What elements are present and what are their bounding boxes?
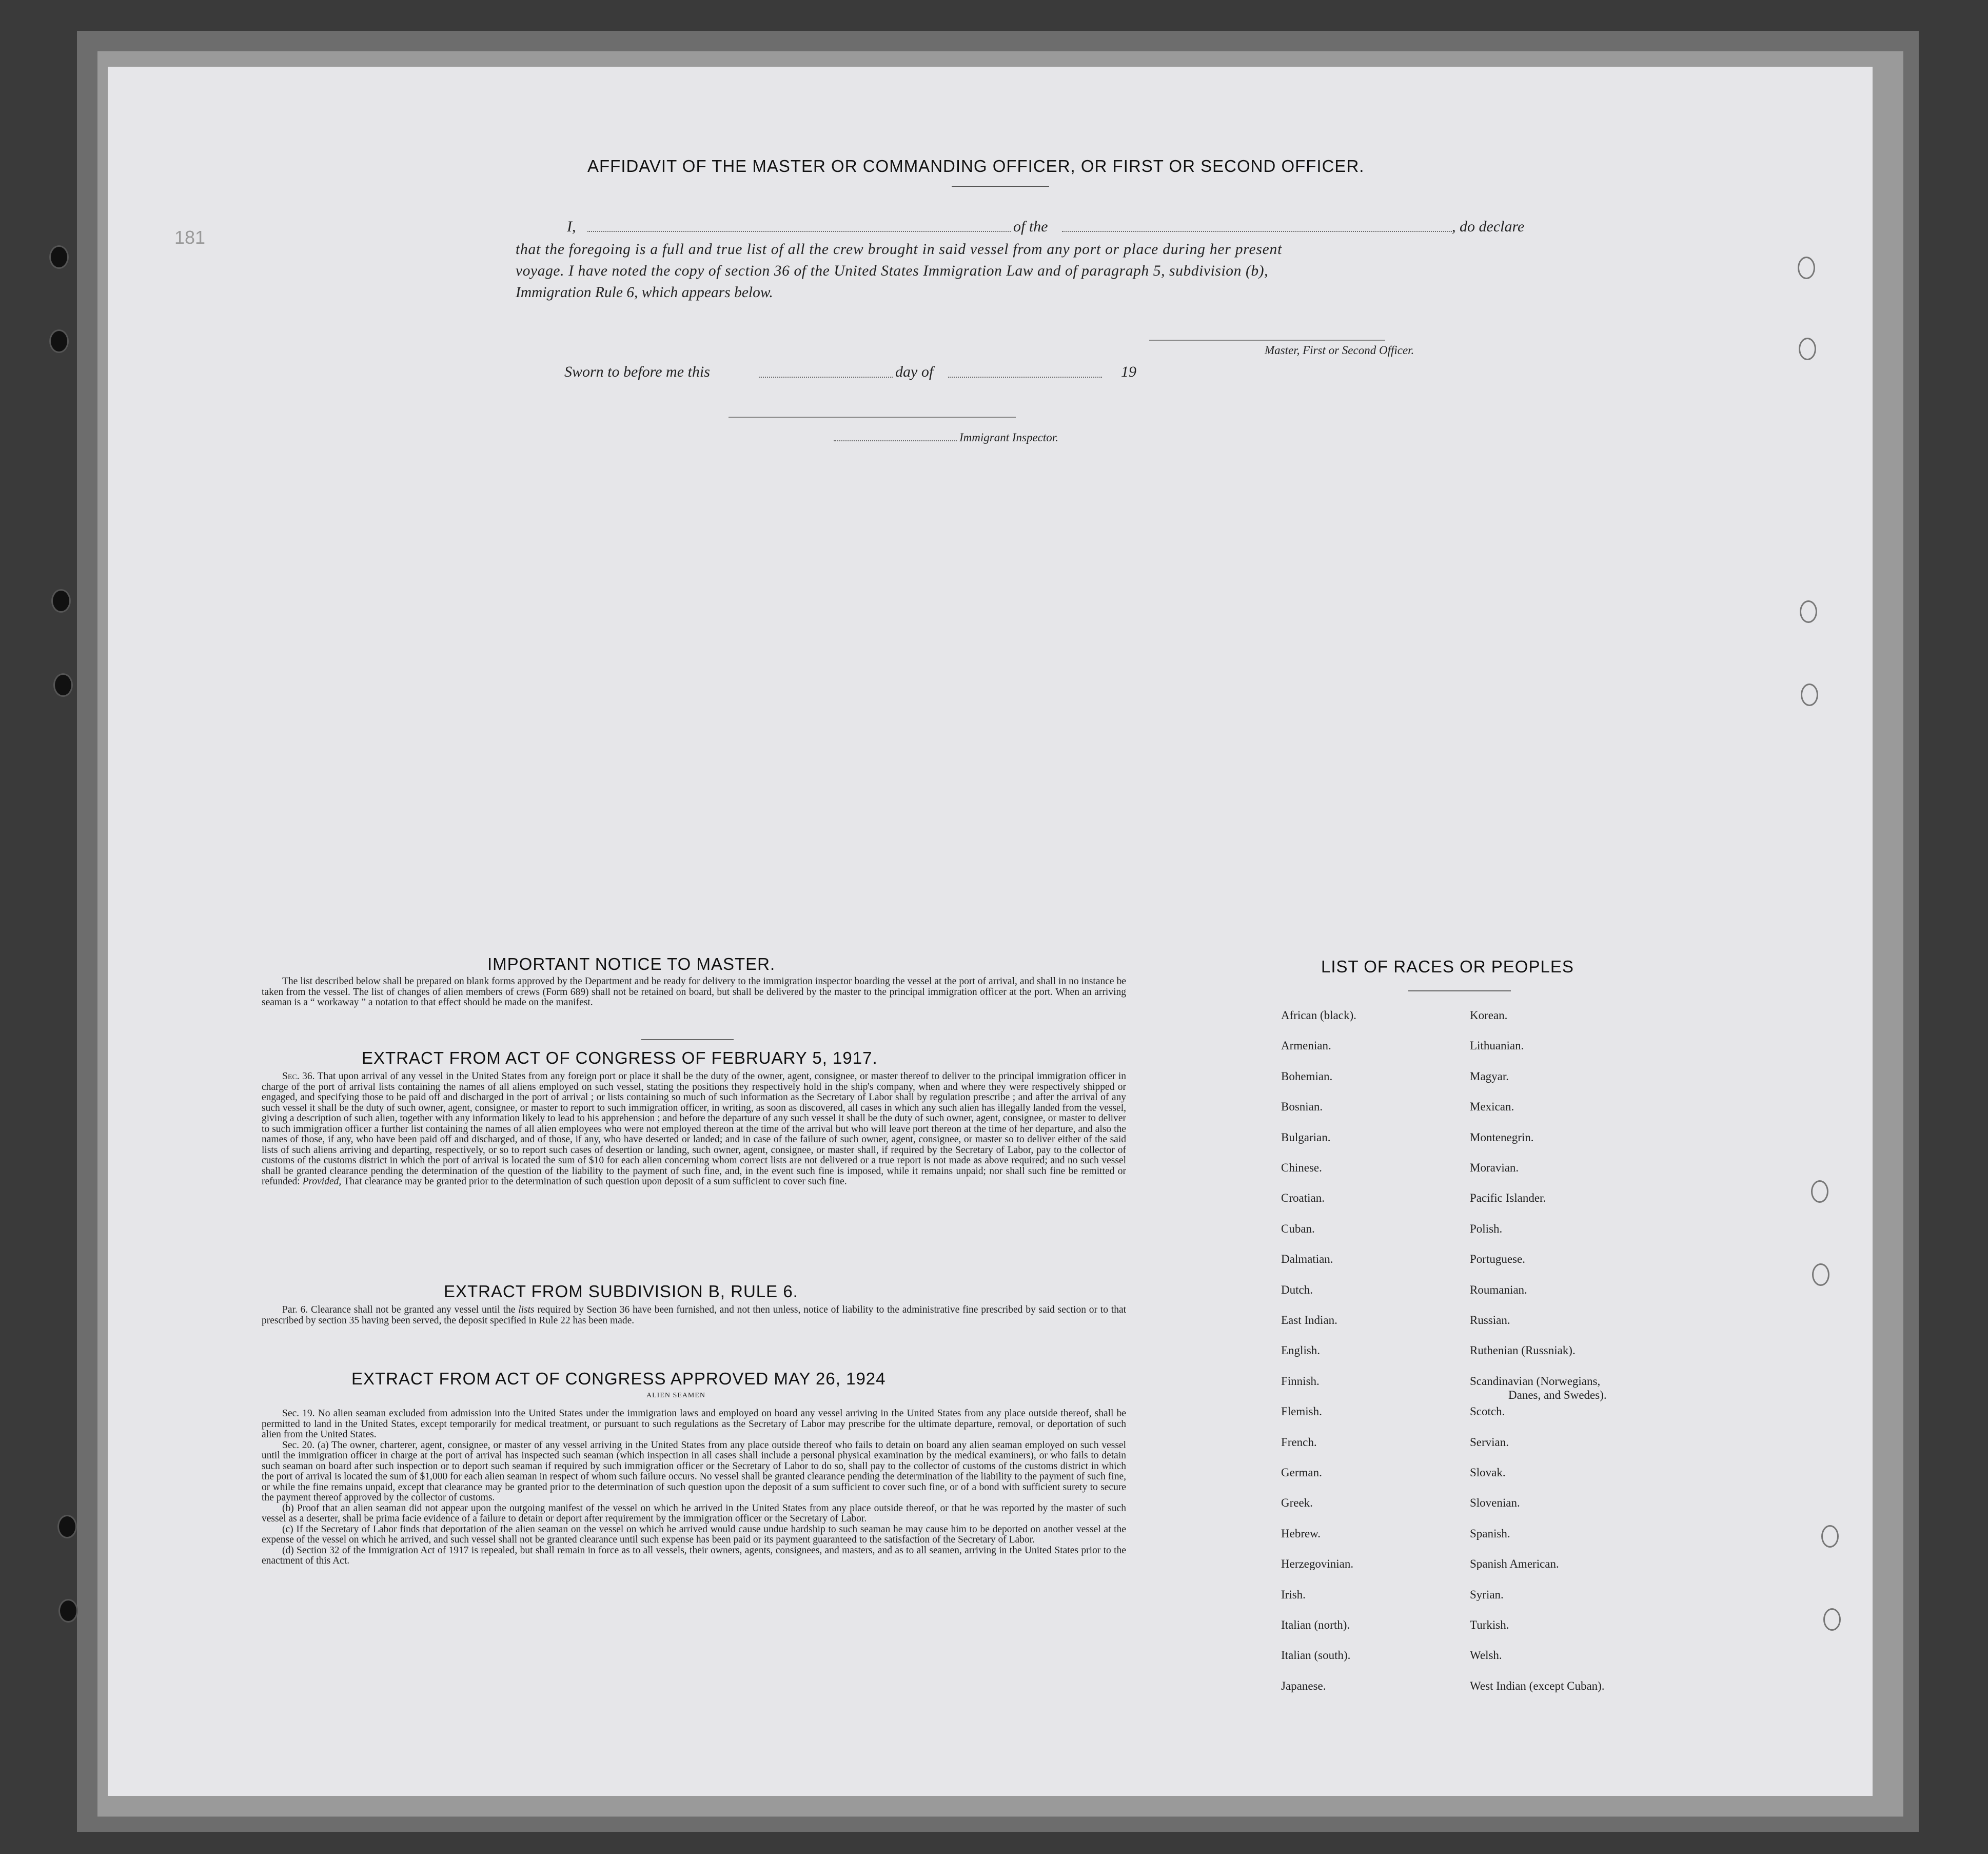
- race-item: Irish.: [1281, 1588, 1306, 1601]
- ring-hole-icon: [1799, 338, 1816, 360]
- race-item-continued: Danes, and Swedes).: [1508, 1389, 1607, 1401]
- notice-rule: [641, 1039, 734, 1040]
- ring-hole-icon: [1812, 1263, 1829, 1286]
- ring-hole-icon: [1800, 600, 1817, 623]
- punch-hole-icon: [53, 673, 73, 697]
- races-rule: [1408, 990, 1511, 991]
- race-item: Slovak.: [1470, 1466, 1506, 1479]
- sec-20a-paragraph: Sec. 20. (a) The owner, charterer, agent, consignee, or master of any vessel arriving in the United States from any place outside thereof who fails to detain on board any alien seaman employed on such vessel until the immigration officer in charge at the port of arrival has inspected such seaman (which inspection in all cases shall include a personal physical examination by the medical examiners), or who fails to detain such seaman on board after such inspection or to deport such seaman if required by such immigration officer or the Secretary of Labor to do so, shall pay to the collector of customs of the customs district in which the port of arrival is located the sum of $1,000 for each alien seaman in respect of whom such failure occurs. No vessel shall be granted clearance pending the determination of the liability to the payment of such fine, or while the fine remains unpaid, except that clearance may be granted prior to the determination of such question upon the deposit of a sum sufficient to cover such fine, or of a bond with sufficient surety to secure the payment thereof approved by the collector of customs.: [262, 1439, 1126, 1503]
- ring-hole-icon: [1823, 1608, 1841, 1631]
- race-item: Japanese.: [1281, 1680, 1326, 1692]
- race-item: Chinese.: [1281, 1161, 1322, 1174]
- name-blank-line[interactable]: [587, 231, 1011, 232]
- race-item: Spanish.: [1470, 1527, 1510, 1540]
- punch-hole-icon: [57, 1515, 77, 1538]
- race-item: Finnish.: [1281, 1375, 1320, 1388]
- race-item: Turkish.: [1470, 1618, 1509, 1631]
- sec-20b-paragraph: (b) Proof that an alien seaman did not appear upon the outgoing manifest of the vessel on which he arrived in the United States from any place outside thereof, or that he was reported by the master of such vessel as a deserter, shall be prima facie evidence of a failure to detain or deport after requirement by the immigration officer or the Secretary of Labor.: [262, 1502, 1126, 1524]
- race-item: French.: [1281, 1436, 1317, 1449]
- affidavit-line-3: Immigration Rule 6, which appears below.: [516, 284, 773, 301]
- race-item: Bosnian.: [1281, 1100, 1323, 1113]
- race-item: Dutch.: [1281, 1283, 1313, 1296]
- sec-20d-paragraph: (d) Section 32 of the Immigration Act of 1917 is repealed, but shall remain in force as to all vessels, their owners, agents, consignees, and masters, and as to all seamen, arriving in the United States prior to the enactment of this Act.: [262, 1545, 1126, 1566]
- extract-1924-title: EXTRACT FROM ACT OF CONGRESS APPROVED MAY 26, 1924: [351, 1369, 886, 1388]
- sec-19-paragraph: Sec. 19. No alien seaman excluded from admission into the United States under the immigration laws and employed on board any vessel arriving in the United States from any place outside thereof, shall be permitted to land in the United States, except temporarily for medical treatment, or pursuant to such regulations as the Secretary of Labor may prescribe for the ultimate departure, removal, or deportation of such alien from the United States.: [262, 1408, 1126, 1440]
- races-title: LIST OF RACES OR PEOPLES: [1321, 957, 1574, 976]
- affidavit-i: I,: [567, 218, 576, 235]
- ring-hole-icon: [1811, 1180, 1828, 1203]
- race-item: Bohemian.: [1281, 1070, 1333, 1083]
- extract-1917-title: EXTRACT FROM ACT OF CONGRESS OF FEBRUARY 5, 1917.: [362, 1048, 878, 1067]
- race-item: Magyar.: [1470, 1070, 1509, 1083]
- form-page: [108, 67, 1873, 1796]
- year-prefix: 19: [1121, 363, 1136, 380]
- race-item: West Indian (except Cuban).: [1470, 1680, 1605, 1692]
- race-item: Polish.: [1470, 1222, 1503, 1235]
- title-rule: [952, 186, 1049, 187]
- race-item: Scandinavian (Norwegians,: [1470, 1375, 1601, 1388]
- race-item: Slovenian.: [1470, 1496, 1520, 1509]
- race-item: Korean.: [1470, 1009, 1508, 1022]
- race-item: Moravian.: [1470, 1161, 1519, 1174]
- ring-hole-icon: [1798, 257, 1815, 279]
- master-caption: Master, First or Second Officer.: [1265, 344, 1414, 357]
- race-item: East Indian.: [1281, 1314, 1337, 1326]
- inspector-dotted-line: [834, 440, 957, 441]
- ring-hole-icon: [1801, 684, 1818, 706]
- race-item: Croatian.: [1281, 1192, 1325, 1204]
- race-item: Montenegrin.: [1470, 1131, 1534, 1144]
- race-item: Italian (south).: [1281, 1649, 1351, 1662]
- race-item: Russian.: [1470, 1314, 1510, 1326]
- sec-20c-paragraph: (c) If the Secretary of Labor finds that deportation of the alien seaman on the vessel on which he arrived would cause undue hardship to such seaman he may cause him to be deported on another vessel at the expense of the vessel on which he arrived, and such vessel shall not be granted clearance until such expense has been paid or its payment guaranteed to the satisfaction of the Secretary of Labor.: [262, 1524, 1126, 1545]
- sworn-text: Sworn to before me this: [564, 363, 710, 380]
- provided-word: Provided,: [302, 1176, 342, 1187]
- race-item: Pacific Islander.: [1470, 1192, 1546, 1204]
- extract-1924-text: [262, 1409, 1126, 1567]
- affidavit-line-1: that the foregoing is a full and true list of all the crew brought in said vessel from any port or place during her present: [516, 241, 1283, 258]
- race-item: Scotch.: [1470, 1405, 1505, 1418]
- sec-36-label: Sec. 36.: [282, 1071, 315, 1082]
- race-item: Syrian.: [1470, 1588, 1504, 1601]
- race-item: Dalmatian.: [1281, 1253, 1333, 1265]
- affidavit-of-the: of the: [1013, 218, 1048, 235]
- rule6-a: Par. 6. Clearance shall not be granted any vessel until the: [282, 1304, 516, 1315]
- inspector-signature-line[interactable]: [729, 417, 1016, 418]
- lists-word: lists: [518, 1304, 535, 1315]
- master-signature-line[interactable]: [1149, 340, 1385, 341]
- race-item: Welsh.: [1470, 1649, 1502, 1662]
- race-item: Portuguese.: [1470, 1253, 1525, 1265]
- rule6-b: required by Section 36 have been furnished, and not then unless, notice of liability to the administrative fine prescribed by said section or to that prescribed by section 35 having been served, the deposit specified in Rule 22 has been made.: [262, 1304, 1127, 1326]
- affidavit-line-2: voyage. I have noted the copy of section 36 of the United States Immigration Law and of paragraph 5, subdivision (b),: [516, 263, 1269, 279]
- race-item: English.: [1281, 1344, 1321, 1357]
- race-item: Armenian.: [1281, 1039, 1331, 1052]
- extract-1917-text: [262, 1071, 1126, 1187]
- race-item: Flemish.: [1281, 1405, 1322, 1418]
- punch-hole-icon: [49, 245, 69, 269]
- notice-text: [262, 977, 1126, 1008]
- race-item: Hebrew.: [1281, 1527, 1321, 1540]
- alien-seamen-subtitle: ALIEN SEAMEN: [646, 1392, 706, 1399]
- race-item: Spanish American.: [1470, 1557, 1559, 1570]
- affidavit-title: AFFIDAVIT OF THE MASTER OR COMMANDING OFFICER, OR FIRST OR SECOND OFFICER.: [587, 157, 1365, 175]
- race-item: Ruthenian (Russniak).: [1470, 1344, 1576, 1357]
- punch-hole-icon: [51, 589, 71, 613]
- day-of-text: day of: [895, 363, 934, 380]
- affidavit-do-declare: , do declare: [1452, 218, 1525, 235]
- race-item: Roumanian.: [1470, 1283, 1527, 1296]
- extract-rule6-text: [262, 1305, 1126, 1326]
- extract-rule6-title: EXTRACT FROM SUBDIVISION B, RULE 6.: [444, 1282, 798, 1301]
- ring-hole-icon: [1821, 1525, 1839, 1548]
- rule6-paragraph: [262, 1305, 1126, 1326]
- extract-1917-paragraph: [262, 1071, 1126, 1187]
- race-item: Bulgarian.: [1281, 1131, 1331, 1144]
- notice-paragraph: The list described below shall be prepared on blank forms approved by the Department and be ready for delivery to the immigration inspector boarding the vessel at the port of arrival, and shall in no instance be taken from the vessel. The list of changes of alien members of crews (Form 689) shall not be retained on board, but shall be delivered by the master to the principal immigration officer at the port. When an arriving seaman is a “ workaway ” a notation to that effect should be made on the manifest.: [262, 976, 1126, 1008]
- punch-hole-icon: [58, 1599, 78, 1623]
- race-item: Cuban.: [1281, 1222, 1315, 1235]
- notice-title: IMPORTANT NOTICE TO MASTER.: [487, 954, 776, 973]
- inspector-caption: Immigrant Inspector.: [959, 431, 1058, 444]
- race-item: Lithuanian.: [1470, 1039, 1524, 1052]
- sworn-day-blank[interactable]: [759, 377, 893, 378]
- race-item: Greek.: [1281, 1496, 1313, 1509]
- race-item: African (black).: [1281, 1009, 1356, 1022]
- punch-hole-icon: [49, 329, 69, 353]
- sec-36-end: That clearance may be granted prior to the determination of such question upon deposit of a sum sufficient to cover such fine.: [343, 1176, 847, 1187]
- race-item: Herzegovinian.: [1281, 1557, 1354, 1570]
- race-item: Mexican.: [1470, 1100, 1514, 1113]
- race-item: Italian (north).: [1281, 1618, 1350, 1631]
- sworn-month-blank[interactable]: [948, 377, 1102, 378]
- race-item: German.: [1281, 1466, 1322, 1479]
- margin-mark: 181: [174, 227, 206, 248]
- vessel-blank-line[interactable]: [1062, 231, 1452, 232]
- race-item: Servian.: [1470, 1436, 1509, 1449]
- sec-36-body: That upon arrival of any vessel in the United States from any foreign port or place it shall be the duty of the owner, agent, consignee, or master thereof to deliver to the principal immigration officer in charge of the port of arrival lists containing the names of all aliens employed on such vessel, stating the positions they respectively hold in the ship's company, when and where they were respectively shipped or engaged, and specifying those to be paid off and discharged in the port of arrival ; or lists containing so much of such information as the Secretary of Labor shall by regulation prescribe ; and after the arrival of any such vessel it shall be the duty of such owner, agent, consignee, or master to report to such immigration officer, in writing, as soon as discovered, all cases in which any such alien has illegally landed from the vessel, giving a description of such alien, together with any information likely to lead to his apprehension ; and before the departure of any such vessel it shall be the duty of such owner, agent, consignee, or master to deliver to such immigration officer a further list containing the names of all alien employees who were not employed thereon at the time of the arrival but who will leave port thereon at the time of her departure, and also the names of those, if any, who have been paid off and discharged, and of those, if any, who have deserted or landed; and in case of the failure of such owner, agent, consignee, or master so to deliver either of the said lists of such aliens arriving and departing, respectively, or so to report such cases of desertion or landing, such owner, agent, consignee, or master shall, if required by the Secretary of Labor, pay to the collector of customs of the customs district in which the port of arrival is located the sum of $10 for each alien concerning whom correct lists are not delivered or a true report is not made as above required; and no such vessel shall be granted clearance pending the determination of the question of the liability to the payment of such fine, and, in the event such fine is imposed, while it remains unpaid; nor shall such fine be remitted or refunded:: [262, 1071, 1126, 1187]
